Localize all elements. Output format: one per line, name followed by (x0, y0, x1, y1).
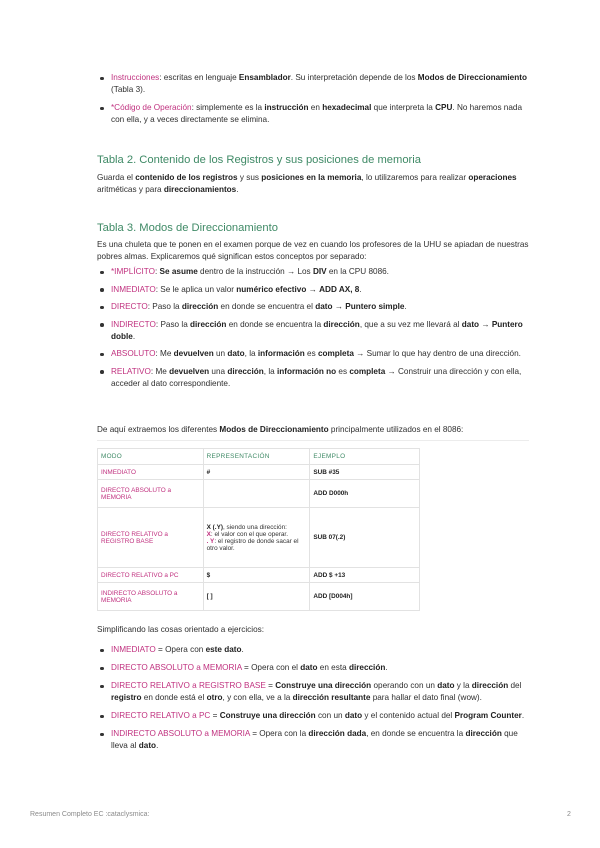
table-row (98, 508, 420, 568)
table-row (98, 480, 420, 508)
column-header: REPRESENTACIÓN (203, 449, 310, 465)
list-item: *Código de Operación: simplemente es la instrucción en hexadecimal que interpreta la CPU. No haremos nada con ella, y a veces directamente se elimina. (97, 102, 533, 126)
tabla2-paragraph: Guarda el contenido de los registros y sus posiciones en la memoria, lo utilizaremos para realizar operaciones aritméticas y para direccionamientos. (97, 173, 517, 194)
divider (97, 440, 529, 441)
list-item: DIRECTO: Paso la dirección en donde se encuentra el dato → Puntero simple. (97, 301, 533, 313)
representation-value: X (.Y) (206, 523, 223, 531)
mode-cell: DIRECTO RELATIVO a PC (98, 568, 204, 583)
representation-cell: $ (203, 568, 310, 583)
simplify-intro: Simplificando las cosas orientado a ejercicios: (97, 625, 265, 634)
table-row (98, 583, 420, 611)
list-item: DIRECTO ABSOLUTO a MEMORIA = Opera con el dato en esta dirección. (97, 662, 533, 674)
simplified-modes-list (97, 644, 533, 758)
page-number: 2 (567, 811, 571, 818)
x-description: : el valor con el que operar. (210, 530, 288, 538)
example-cell: SUB #35 (310, 465, 420, 480)
table-header-row (98, 449, 420, 465)
mode-cell: INDIRECTO ABSOLUTO a MEMORIA (98, 583, 204, 611)
representation-cell (203, 508, 310, 568)
representation-cell: # (203, 465, 310, 480)
list-item: INMEDIATO = Opera con este dato. (97, 644, 533, 656)
representation-cell (203, 480, 310, 508)
extract-paragraph: De aquí extraemos los diferentes Modos de Direccionamiento principalmente utilizados en el 8086: (97, 425, 464, 434)
table-row (98, 465, 420, 480)
list-item: DIRECTO RELATIVO a REGISTRO BASE = Construye una dirección operando con un dato y la dirección del registro en donde está el otro, y con ella, ve a la dirección resultante para hallar el dato final (wow). (97, 680, 533, 704)
column-header: MODO (98, 449, 204, 465)
example-cell: SUB 07(.2) (310, 508, 420, 568)
list-item: Instrucciones: escritas en lenguaje Ensamblador. Su interpretación depende de los Modos de Direccionamiento (Tabla 3). (97, 72, 533, 96)
list-item: RELATIVO: Me devuelven una dirección, la información no es completa → Construir una dirección y con ella, acceder al dato correspondiente. (97, 366, 533, 390)
mode-cell: INMEDIATO (98, 465, 204, 480)
representation-note: , siendo una dirección: (222, 523, 287, 531)
y-label: . Y (206, 537, 215, 545)
x-label: X (206, 530, 211, 538)
list-item: INDIRECTO ABSOLUTO a MEMORIA = Opera con la dirección dada, en donde se encuentra la dirección que lleva al dato. (97, 728, 533, 752)
list-item: INMEDIATO: Se le aplica un valor numérico efectivo → ADD AX, 8. (97, 284, 533, 296)
example-cell: ADD D000h (310, 480, 420, 508)
list-item: DIRECTO RELATIVO a PC = Construye una dirección con un dato y el contenido actual del Program Counter. (97, 710, 533, 722)
table-row (98, 568, 420, 583)
list-item: *IMPLÍCITO: Se asume dentro de la instrucción → Los DIV en la CPU 8086. (97, 266, 533, 278)
representation-cell: [ ] (203, 583, 310, 611)
list-item: INDIRECTO: Paso la dirección en donde se encuentra la dirección, que a su vez me llevará al dato → Puntero doble. (97, 319, 533, 343)
tabla3-heading: Tabla 3. Modos de Direccionamiento (97, 222, 278, 234)
footer-title: Resumen Completo EC :cataclysmica: (30, 811, 150, 818)
mode-cell: DIRECTO ABSOLUTO a MEMORIA (98, 480, 204, 508)
mode-cell: DIRECTO RELATIVO a REGISTRO BASE (98, 508, 204, 568)
y-description: : el registro de donde sacar el otro valor. (206, 537, 299, 552)
list-item: ABSOLUTO: Me devuelven un dato, la información es completa → Sumar lo que hay dentro de una dirección. (97, 348, 533, 360)
column-header: EJEMPLO (310, 449, 420, 465)
tabla3-intro: Es una chuleta que te ponen en el examen porque de vez en cuando los profesores de la UHU se apiadan de nuestras pobres almas. Explicaremos qué significan estos conceptos por separado: (97, 240, 529, 261)
top-bullet-list (97, 72, 533, 132)
tabla2-heading: Tabla 2. Contenido de los Registros y sus posiciones de memoria (97, 154, 421, 166)
example-cell: ADD $ +13 (310, 568, 420, 583)
example-cell: ADD [D004h] (310, 583, 420, 611)
addressing-concepts-list (97, 266, 533, 395)
addressing-modes-table (97, 448, 420, 611)
